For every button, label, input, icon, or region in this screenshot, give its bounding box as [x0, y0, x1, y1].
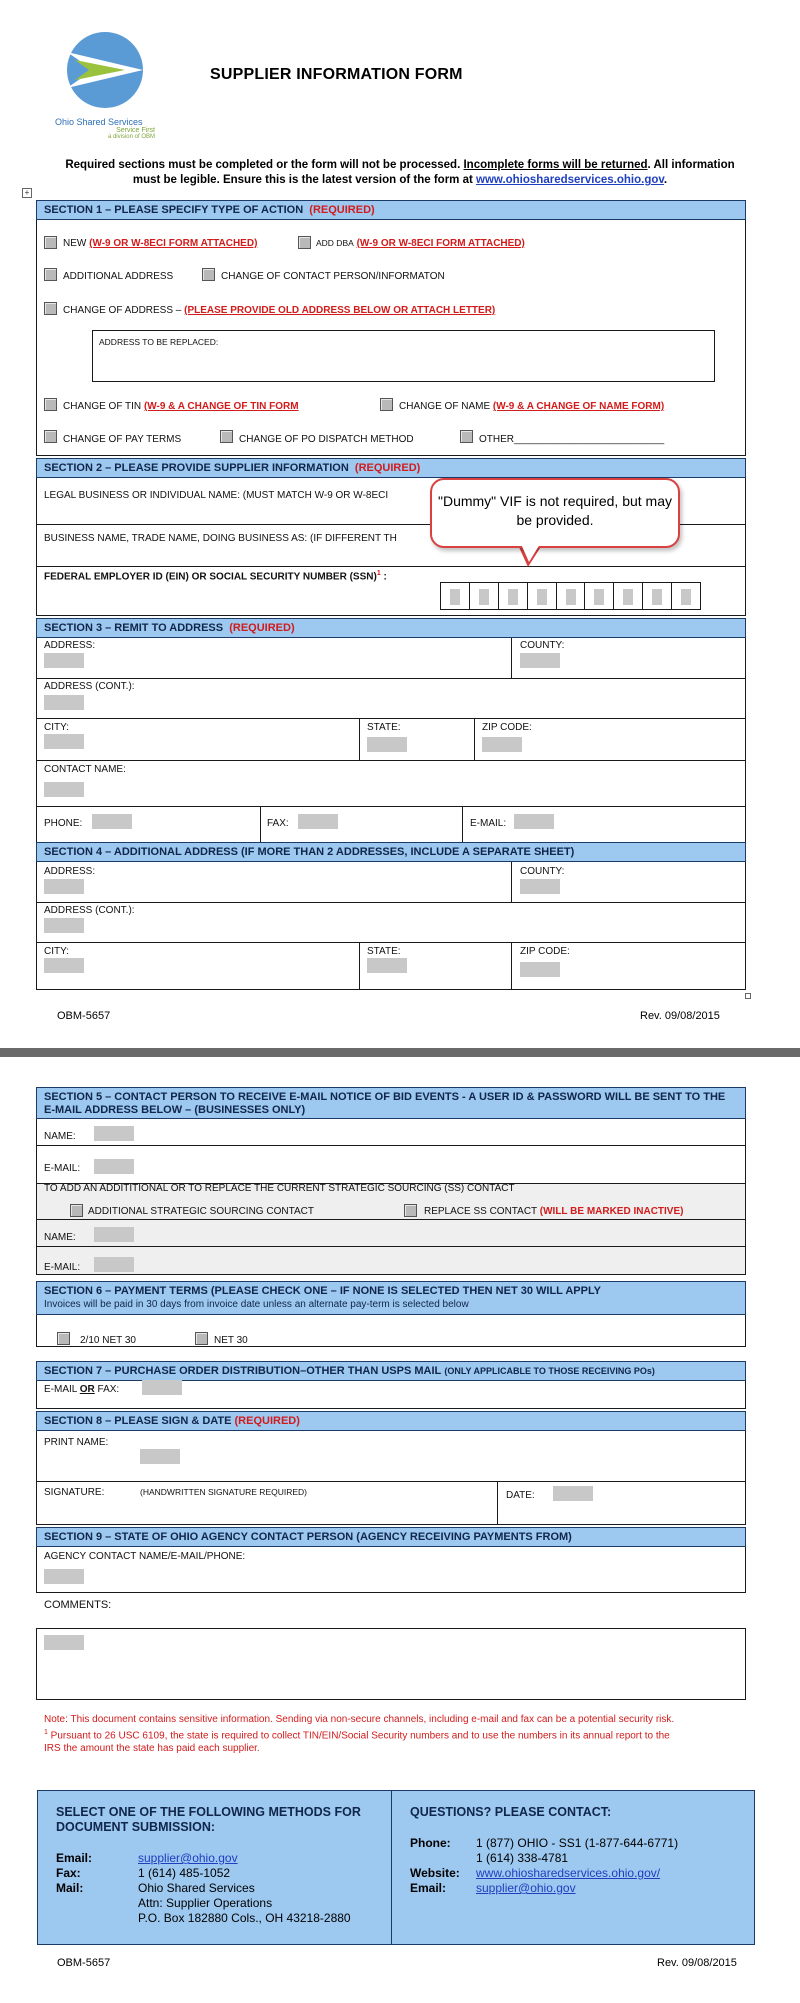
addl-address-input[interactable]	[44, 879, 84, 894]
addl-address-label: ADDRESS:	[44, 866, 96, 877]
section-5-header	[36, 1087, 746, 1119]
date-input[interactable]	[553, 1486, 593, 1501]
remit-contact-input[interactable]	[44, 782, 84, 797]
page-2-form-code: OBM-5657	[57, 1957, 111, 1969]
addl-county-label: COUNTY:	[520, 866, 565, 877]
remit-state-label: STATE:	[367, 722, 401, 733]
change-address-label: CHANGE OF ADDRESS – (PLEASE PROVIDE OLD ADDRESS BELOW OR ATTACH LETTER)	[63, 305, 496, 316]
remit-phone-label: PHONE:	[44, 818, 83, 829]
website-link[interactable]: www.ohiosharedservices.ohio.gov	[476, 174, 664, 186]
po-email-fax-label: E-MAIL OR FAX:	[44, 1384, 120, 1395]
remit-email-input[interactable]	[514, 814, 554, 829]
note-line-1: Note: This document contains sensitive information. Sending via non-secure channels, including e-mail and fax can be a potential security risk.	[44, 1714, 675, 1725]
form-page-2	[0, 1057, 800, 2003]
form-intro	[40, 158, 760, 188]
remit-city-label: CITY:	[44, 722, 70, 733]
additional-ss-contact-checkbox[interactable]	[70, 1204, 83, 1217]
new-checkbox[interactable]	[44, 236, 57, 249]
submission-email-row: Email: supplier@ohio.gov	[56, 1851, 238, 1865]
ss-contact-email-label: E-MAIL:	[44, 1262, 81, 1273]
section-2-required: (REQUIRED)	[354, 462, 421, 474]
additional-address-label: ADDITIONAL ADDRESS	[63, 271, 174, 282]
signature-note: (HANDWRITTEN SIGNATURE REQUIRED)	[140, 1487, 308, 1497]
section-8-body	[36, 1431, 746, 1525]
agency-contact-input[interactable]	[44, 1569, 84, 1584]
section-8-header	[36, 1411, 746, 1431]
section-5-email-row	[36, 1247, 746, 1275]
change-tin-checkbox[interactable]	[44, 398, 57, 411]
section-3-required: (REQUIRED)	[229, 622, 295, 634]
submission-mail-attn: Attn: Supplier Operations	[138, 1896, 273, 1910]
section-7-title: SECTION 7 – PURCHASE ORDER DISTRIBUTION–OTHER THAN USPS MAIL	[44, 1365, 442, 1377]
change-name-label: CHANGE OF NAME (W-9 & A CHANGE OF NAME FORM)	[399, 401, 665, 412]
security-note	[44, 1713, 764, 1755]
remit-county-label: COUNTY:	[520, 640, 565, 651]
section-2-header	[36, 458, 746, 478]
date-label: DATE:	[506, 1490, 535, 1501]
addl-county-input[interactable]	[520, 879, 560, 894]
section-6-header	[36, 1281, 746, 1315]
comments-box[interactable]	[36, 1628, 746, 1700]
note-line-3: IRS the amount the state has paid each supplier.	[44, 1743, 260, 1755]
section-1-title: SECTION 1 – PLEASE SPECIFY TYPE OF ACTION	[44, 204, 304, 216]
intro-text-a: Required sections must be completed or the form will not be processed.	[65, 159, 461, 171]
section-6-body	[36, 1315, 746, 1347]
questions-email-link[interactable]: supplier@ohio.gov	[476, 1881, 576, 1895]
new-label: NEW (W-9 OR W-8ECI FORM ATTACHED)	[63, 238, 258, 249]
section-7-header	[36, 1361, 746, 1381]
print-name-label: PRINT NAME:	[44, 1437, 109, 1448]
section-3-title: SECTION 3 – REMIT TO ADDRESS	[44, 622, 224, 634]
remit-fax-input[interactable]	[298, 814, 338, 829]
bid-contact-name-label: NAME:	[44, 1131, 76, 1142]
remit-state-input[interactable]	[367, 737, 407, 752]
ss-contact-name-input[interactable]	[94, 1227, 134, 1242]
logo-swoosh-icon	[55, 30, 155, 110]
submission-fax-row: Fax: 1 (614) 485-1052	[56, 1866, 231, 1880]
remit-contact-label: CONTACT NAME:	[44, 764, 126, 775]
change-pay-terms-checkbox[interactable]	[44, 430, 57, 443]
callout-tail-inner	[521, 544, 540, 562]
address-to-replace-label: ADDRESS TO BE REPLACED:	[99, 337, 219, 347]
remit-address-label: ADDRESS:	[44, 640, 96, 651]
po-email-fax-input[interactable]	[142, 1380, 182, 1395]
replace-ss-contact-label: REPLACE SS CONTACT (WILL BE MARKED INACTIVE)	[424, 1206, 684, 1217]
dba-name-label[interactable]: BUSINESS NAME, TRADE NAME, DOING BUSINESS AS: (IF DIFFERENT TH	[44, 533, 397, 544]
ss-contact-text: TO ADD AN ADDITITIONAL OR TO REPLACE THE CURRENT STRATEGIC SOURCING (SS) CONTACT	[44, 1183, 515, 1194]
remit-address-cont-input[interactable]	[44, 695, 84, 710]
questions-phone-2: 1 (614) 338-4781	[476, 1851, 569, 1865]
addl-state-label: STATE:	[367, 946, 401, 957]
addl-city-input[interactable]	[44, 958, 84, 973]
section-6-title: SECTION 6 – PAYMENT TERMS (PLEASE CHECK ONE – IF NONE IS SELECTED THEN NET 30 WILL APPLY	[44, 1285, 602, 1297]
section-9-header	[36, 1527, 746, 1547]
add-dba-checkbox[interactable]	[298, 236, 311, 249]
submission-mail-address: P.O. Box 182880 Cols., OH 43218-2880	[138, 1911, 351, 1925]
page-2-revision: Rev. 09/08/2015	[657, 1957, 737, 1969]
intro-text-b: Incomplete forms will be returned	[463, 159, 648, 171]
replace-ss-contact-checkbox[interactable]	[404, 1204, 417, 1217]
submission-contact-panel	[37, 1790, 755, 1945]
legal-name-label[interactable]: LEGAL BUSINESS OR INDIVIDUAL NAME: (MUST MATCH W-9 OR W-8ECI	[44, 490, 389, 501]
section-3-header	[36, 618, 746, 638]
bid-contact-name-input[interactable]	[94, 1126, 134, 1141]
other-label: OTHER___________________________	[479, 434, 665, 445]
change-address-checkbox[interactable]	[44, 302, 57, 315]
ein-ssn-input[interactable]	[440, 582, 701, 610]
terms-net-30-label: NET 30	[214, 1335, 248, 1346]
submission-heading: SELECT ONE OF THE FOLLOWING METHODS FOR DOCUMENT SUBMISSION:	[56, 1805, 361, 1834]
address-to-replace-box[interactable]	[92, 330, 715, 382]
submission-email-link[interactable]: supplier@ohio.gov	[138, 1851, 238, 1865]
questions-website-link[interactable]: www.ohiosharedservices.ohio.gov/	[476, 1866, 661, 1880]
remit-zip-input[interactable]	[482, 737, 522, 752]
dummy-vif-callout: "Dummy" VIF is not required, but may be provided.	[430, 478, 680, 548]
intro-text-c: . All information	[647, 159, 735, 171]
addl-city-label: CITY:	[44, 946, 70, 957]
remit-phone-input[interactable]	[92, 814, 132, 829]
change-contact-checkbox[interactable]	[202, 268, 215, 281]
remit-address-input[interactable]	[44, 653, 84, 668]
remit-city-input[interactable]	[44, 734, 84, 749]
logo-tagline: Service First	[116, 127, 155, 134]
logo-subtagline: a division of OBM	[107, 134, 155, 140]
additional-ss-contact-label: ADDITIONAL STRATEGIC SOURCING CONTACT	[88, 1206, 314, 1217]
change-pay-terms-label: CHANGE OF PAY TERMS	[63, 434, 182, 445]
logo-name: Ohio Shared Services	[55, 117, 143, 127]
table-move-handle-icon[interactable]: +	[22, 188, 32, 198]
section-4-header	[36, 842, 746, 862]
agency-contact-label: AGENCY CONTACT NAME/E-MAIL/PHONE:	[44, 1551, 246, 1562]
questions-phone-row: Phone: 1 (877) OHIO - SS1 (1-877-644-6771)	[410, 1836, 679, 1850]
section-4-title: SECTION 4 – ADDITIONAL ADDRESS (IF MORE THAN 2 ADDRESSES, INCLUDE A SEPARATE SHEET)	[44, 846, 575, 858]
additional-address-checkbox[interactable]	[44, 268, 57, 281]
intro-text-e: .	[663, 174, 668, 186]
add-dba-label: ADD DBA (W-9 OR W-8ECI FORM ATTACHED)	[316, 238, 525, 249]
addl-zip-label: ZIP CODE:	[520, 946, 570, 957]
remit-county-input[interactable]	[520, 653, 560, 668]
section-1-required: (REQUIRED)	[309, 204, 375, 216]
section-8-required: (REQUIRED)	[234, 1415, 300, 1427]
note-line-2: $^1$ Pursuant to 26 USC 6109, the state is required to collect TIN/EIN/Social Security numbers and to use the numbers in its annual report to the	[44, 1729, 670, 1742]
comments-input[interactable]	[44, 1635, 84, 1650]
remit-address-cont-label: ADDRESS (CONT.):	[44, 681, 135, 692]
ss-contact-name-label: NAME:	[44, 1232, 76, 1243]
table-resize-handle-icon[interactable]	[745, 993, 751, 999]
other-checkbox[interactable]	[460, 430, 473, 443]
ss-contact-email-input[interactable]	[94, 1257, 134, 1272]
print-name-input[interactable]	[140, 1449, 180, 1464]
questions-email-row: Email: supplier@ohio.gov	[410, 1881, 576, 1895]
remit-zip-label: ZIP CODE:	[482, 722, 532, 733]
ohio-shared-services-logo	[55, 30, 155, 140]
ein-label: FEDERAL EMPLOYER ID (EIN) OR SOCIAL SECURITY NUMBER (SSN)$^1$ :	[44, 570, 387, 583]
remit-email-label: E-MAIL:	[470, 818, 507, 829]
addl-address-cont-label: ADDRESS (CONT.):	[44, 905, 135, 916]
section-6-subtitle: Invoices will be paid in 30 days from invoice date unless an alternate pay-term is selected below	[44, 1299, 469, 1310]
questions-website-row: Website: www.ohiosharedservices.ohio.gov/	[410, 1866, 661, 1880]
section-9-title: SECTION 9 – STATE OF OHIO AGENCY CONTACT PERSON (AGENCY RECEIVING PAYMENTS FROM)	[44, 1531, 572, 1543]
change-po-checkbox[interactable]	[220, 430, 233, 443]
section-8-title: SECTION 8 – PLEASE SIGN & DATE	[44, 1415, 232, 1427]
page-1-form-code: OBM-5657	[57, 1010, 111, 1022]
terms-2-10-net-30-label: 2/10 NET 30	[80, 1335, 136, 1346]
section-1-header	[36, 200, 746, 220]
submission-mail-row: Mail: Ohio Shared Services	[56, 1881, 255, 1895]
change-contact-label: CHANGE OF CONTACT PERSON/INFORMATON	[221, 271, 445, 282]
bid-contact-email-label: E-MAIL:	[44, 1163, 81, 1174]
signature-label: SIGNATURE:	[44, 1487, 105, 1498]
change-tin-label: CHANGE OF TIN (W-9 & A CHANGE OF TIN FORM	[63, 401, 299, 412]
page-1-revision: Rev. 09/08/2015	[640, 1010, 720, 1022]
addl-zip-input[interactable]	[520, 962, 560, 977]
form-title: SUPPLIER INFORMATION FORM	[210, 66, 463, 83]
remit-fax-label: FAX:	[267, 818, 289, 829]
addl-address-cont-input[interactable]	[44, 918, 84, 933]
intro-text-d: must be legible. Ensure this is the latest version of the form at	[132, 174, 477, 186]
comments-label: COMMENTS:	[44, 1599, 112, 1611]
section-5-title: SECTION 5 – CONTACT PERSON TO RECEIVE E-MAIL NOTICE OF BID EVENTS - A USER ID & PASSWORD WILL BE SENT TO THE E-MAIL ADDRESS BELOW – (BUSINESSES ONLY)	[44, 1091, 726, 1116]
change-name-checkbox[interactable]	[380, 398, 393, 411]
questions-heading: QUESTIONS? PLEASE CONTACT:	[410, 1805, 612, 1819]
section-7-note: (ONLY APPLICABLE TO THOSE RECEIVING POs)	[444, 1366, 655, 1376]
change-po-label: CHANGE OF PO DISPATCH METHOD	[239, 434, 414, 445]
terms-net-30-checkbox[interactable]	[195, 1332, 208, 1345]
bid-contact-email-input[interactable]	[94, 1159, 134, 1174]
terms-2-10-net-30-checkbox[interactable]	[57, 1332, 70, 1345]
section-2-title: SECTION 2 – PLEASE PROVIDE SUPPLIER INFORMATION	[44, 462, 349, 474]
addl-state-input[interactable]	[367, 958, 407, 973]
